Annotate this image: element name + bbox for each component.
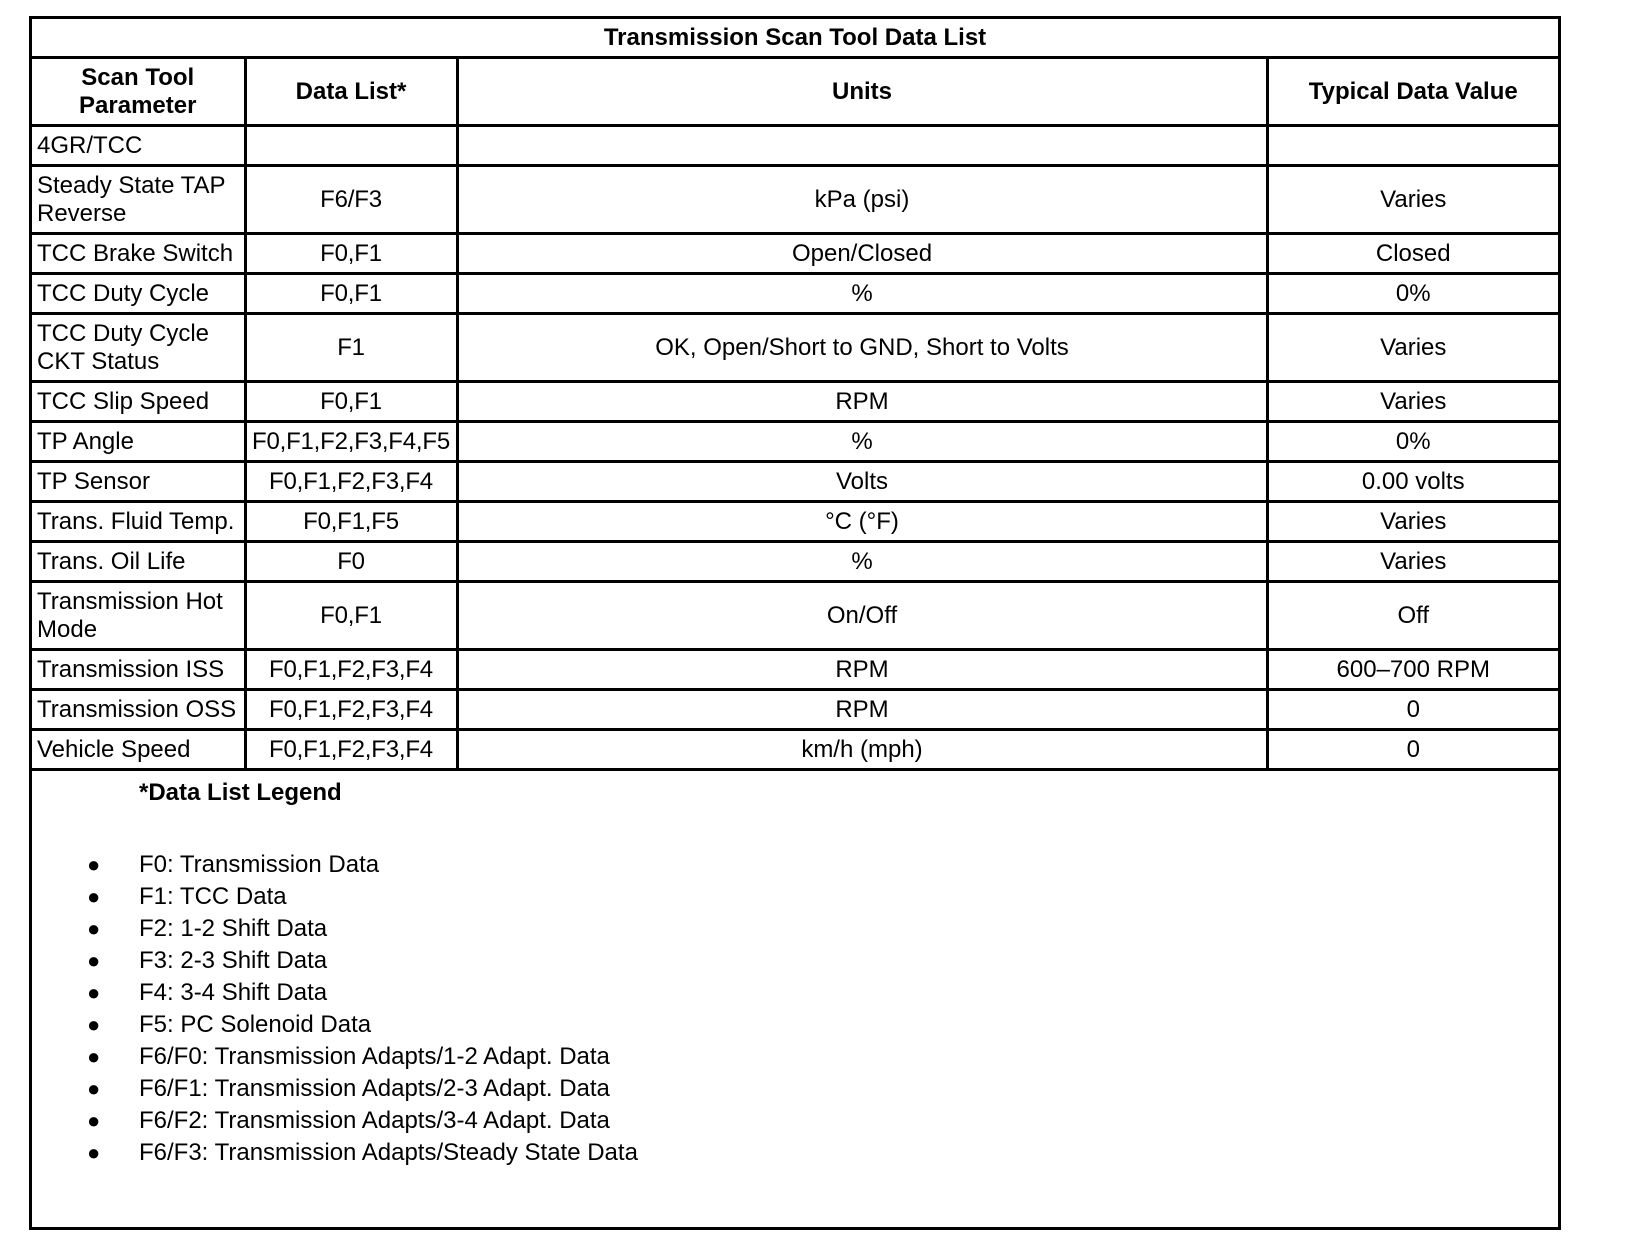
list-item	[32, 1105, 638, 1137]
cell-typical-value: Varies	[1267, 166, 1558, 234]
cell-parameter: TP Sensor	[32, 462, 245, 502]
table-row	[32, 502, 1558, 542]
cell-units: On/Off	[457, 582, 1267, 650]
cell-data-list: F0	[245, 542, 457, 582]
legend-list	[32, 849, 638, 1169]
cell-typical-value: Varies	[1267, 382, 1558, 422]
cell-typical-value: Off	[1267, 582, 1558, 650]
header-data-list: Data List*	[245, 58, 457, 126]
cell-parameter: Transmission Hot Mode	[32, 582, 245, 650]
header-units: Units	[457, 58, 1267, 126]
table-row	[32, 730, 1558, 770]
legend-item-text: F4: 3-4 Shift Data	[139, 979, 328, 1006]
cell-typical-value: Varies	[1267, 314, 1558, 382]
cell-typical-value: Varies	[1267, 502, 1558, 542]
legend-item-text: F6/F2: Transmission Adapts/3-4 Adapt. Data	[139, 1107, 610, 1134]
legend-item-text: F6/F3: Transmission Adapts/Steady State Data	[139, 1139, 638, 1166]
list-item	[32, 945, 638, 977]
document	[29, 16, 1561, 1230]
cell-parameter: TCC Duty Cycle CKT Status	[32, 314, 245, 382]
list-item	[32, 1009, 638, 1041]
cell-units: Volts	[457, 462, 1267, 502]
cell-parameter: TCC Brake Switch	[32, 234, 245, 274]
table-row	[32, 314, 1558, 382]
cell-typical-value: Closed	[1267, 234, 1558, 274]
cell-parameter: Steady State TAP Reverse	[32, 166, 245, 234]
list-item	[32, 881, 638, 913]
cell-data-list: F0,F1,F5	[245, 502, 457, 542]
cell-data-list: F0,F1,F2,F3,F4	[245, 690, 457, 730]
cell-typical-value: 0	[1267, 690, 1558, 730]
cell-parameter: Transmission OSS	[32, 690, 245, 730]
cell-parameter: Transmission ISS	[32, 650, 245, 690]
table-row	[32, 582, 1558, 650]
bullet-icon: ●	[87, 852, 101, 877]
bullet-icon: ●	[87, 980, 101, 1005]
header-typical-value: Typical Data Value	[1267, 58, 1558, 126]
cell-units: %	[457, 274, 1267, 314]
cell-typical-value: 600–700 RPM	[1267, 650, 1558, 690]
cell-typical-value	[1267, 126, 1558, 166]
legend-title: *Data List Legend	[139, 779, 342, 806]
table-row	[32, 126, 1558, 166]
header-parameter: Scan Tool Parameter	[32, 58, 245, 126]
cell-units: RPM	[457, 690, 1267, 730]
cell-parameter: Vehicle Speed	[32, 730, 245, 770]
bullet-icon: ●	[87, 1012, 101, 1037]
table-row	[32, 542, 1558, 582]
cell-parameter: TCC Duty Cycle	[32, 274, 245, 314]
bullet-icon: ●	[87, 948, 101, 973]
cell-units: OK, Open/Short to GND, Short to Volts	[457, 314, 1267, 382]
cell-units: Open/Closed	[457, 234, 1267, 274]
cell-data-list: F0,F1	[245, 582, 457, 650]
cell-data-list: F0,F1,F2,F3,F4	[245, 462, 457, 502]
legend-item-text: F5: PC Solenoid Data	[139, 1011, 372, 1038]
legend-item-text: F1: TCC Data	[139, 883, 287, 910]
list-item	[32, 977, 638, 1009]
cell-typical-value: 0%	[1267, 274, 1558, 314]
table-title: Transmission Scan Tool Data List	[32, 19, 1558, 58]
cell-parameter: TP Angle	[32, 422, 245, 462]
cell-units: kPa (psi)	[457, 166, 1267, 234]
legend-item-text: F6/F1: Transmission Adapts/2-3 Adapt. Data	[139, 1075, 610, 1102]
bullet-icon: ●	[87, 1076, 101, 1101]
cell-units: RPM	[457, 650, 1267, 690]
cell-data-list: F6/F3	[245, 166, 457, 234]
bullet-icon: ●	[87, 884, 101, 909]
scan-tool-data-table	[32, 19, 1558, 771]
list-item	[32, 849, 638, 881]
bullet-icon: ●	[87, 1044, 101, 1069]
bullet-icon: ●	[87, 1108, 101, 1133]
legend-item-text: F2: 1-2 Shift Data	[139, 915, 328, 942]
cell-parameter: 4GR/TCC	[32, 126, 245, 166]
table-row	[32, 462, 1558, 502]
cell-data-list: F0,F1,F2,F3,F4	[245, 650, 457, 690]
table-row	[32, 166, 1558, 234]
bullet-icon: ●	[87, 1140, 101, 1165]
cell-units: °C (°F)	[457, 502, 1267, 542]
cell-data-list: F0,F1,F2,F3,F4,F5	[245, 422, 457, 462]
cell-data-list: F0,F1	[245, 382, 457, 422]
cell-data-list: F1	[245, 314, 457, 382]
table-row	[32, 690, 1558, 730]
table-row	[32, 382, 1558, 422]
cell-data-list: F0,F1	[245, 234, 457, 274]
table-row	[32, 422, 1558, 462]
legend-item-text: F3: 2-3 Shift Data	[139, 947, 328, 974]
cell-units: km/h (mph)	[457, 730, 1267, 770]
cell-data-list	[245, 126, 457, 166]
table-row	[32, 650, 1558, 690]
cell-units: %	[457, 422, 1267, 462]
cell-units: %	[457, 542, 1267, 582]
cell-typical-value: 0	[1267, 730, 1558, 770]
cell-typical-value: Varies	[1267, 542, 1558, 582]
bullet-icon: ●	[87, 916, 101, 941]
list-item	[32, 1073, 638, 1105]
cell-parameter: TCC Slip Speed	[32, 382, 245, 422]
list-item	[32, 1137, 638, 1169]
legend-item-text: F0: Transmission Data	[139, 851, 380, 878]
cell-parameter: Trans. Fluid Temp.	[32, 502, 245, 542]
table-row	[32, 274, 1558, 314]
list-item	[32, 913, 638, 945]
cell-typical-value: 0.00 volts	[1267, 462, 1558, 502]
cell-data-list: F0,F1,F2,F3,F4	[245, 730, 457, 770]
cell-units: RPM	[457, 382, 1267, 422]
table-row	[32, 234, 1558, 274]
cell-data-list: F0,F1	[245, 274, 457, 314]
cell-parameter: Trans. Oil Life	[32, 542, 245, 582]
list-item	[32, 1041, 638, 1073]
cell-units	[457, 126, 1267, 166]
cell-typical-value: 0%	[1267, 422, 1558, 462]
legend-item-text: F6/F0: Transmission Adapts/1-2 Adapt. Data	[139, 1043, 610, 1070]
